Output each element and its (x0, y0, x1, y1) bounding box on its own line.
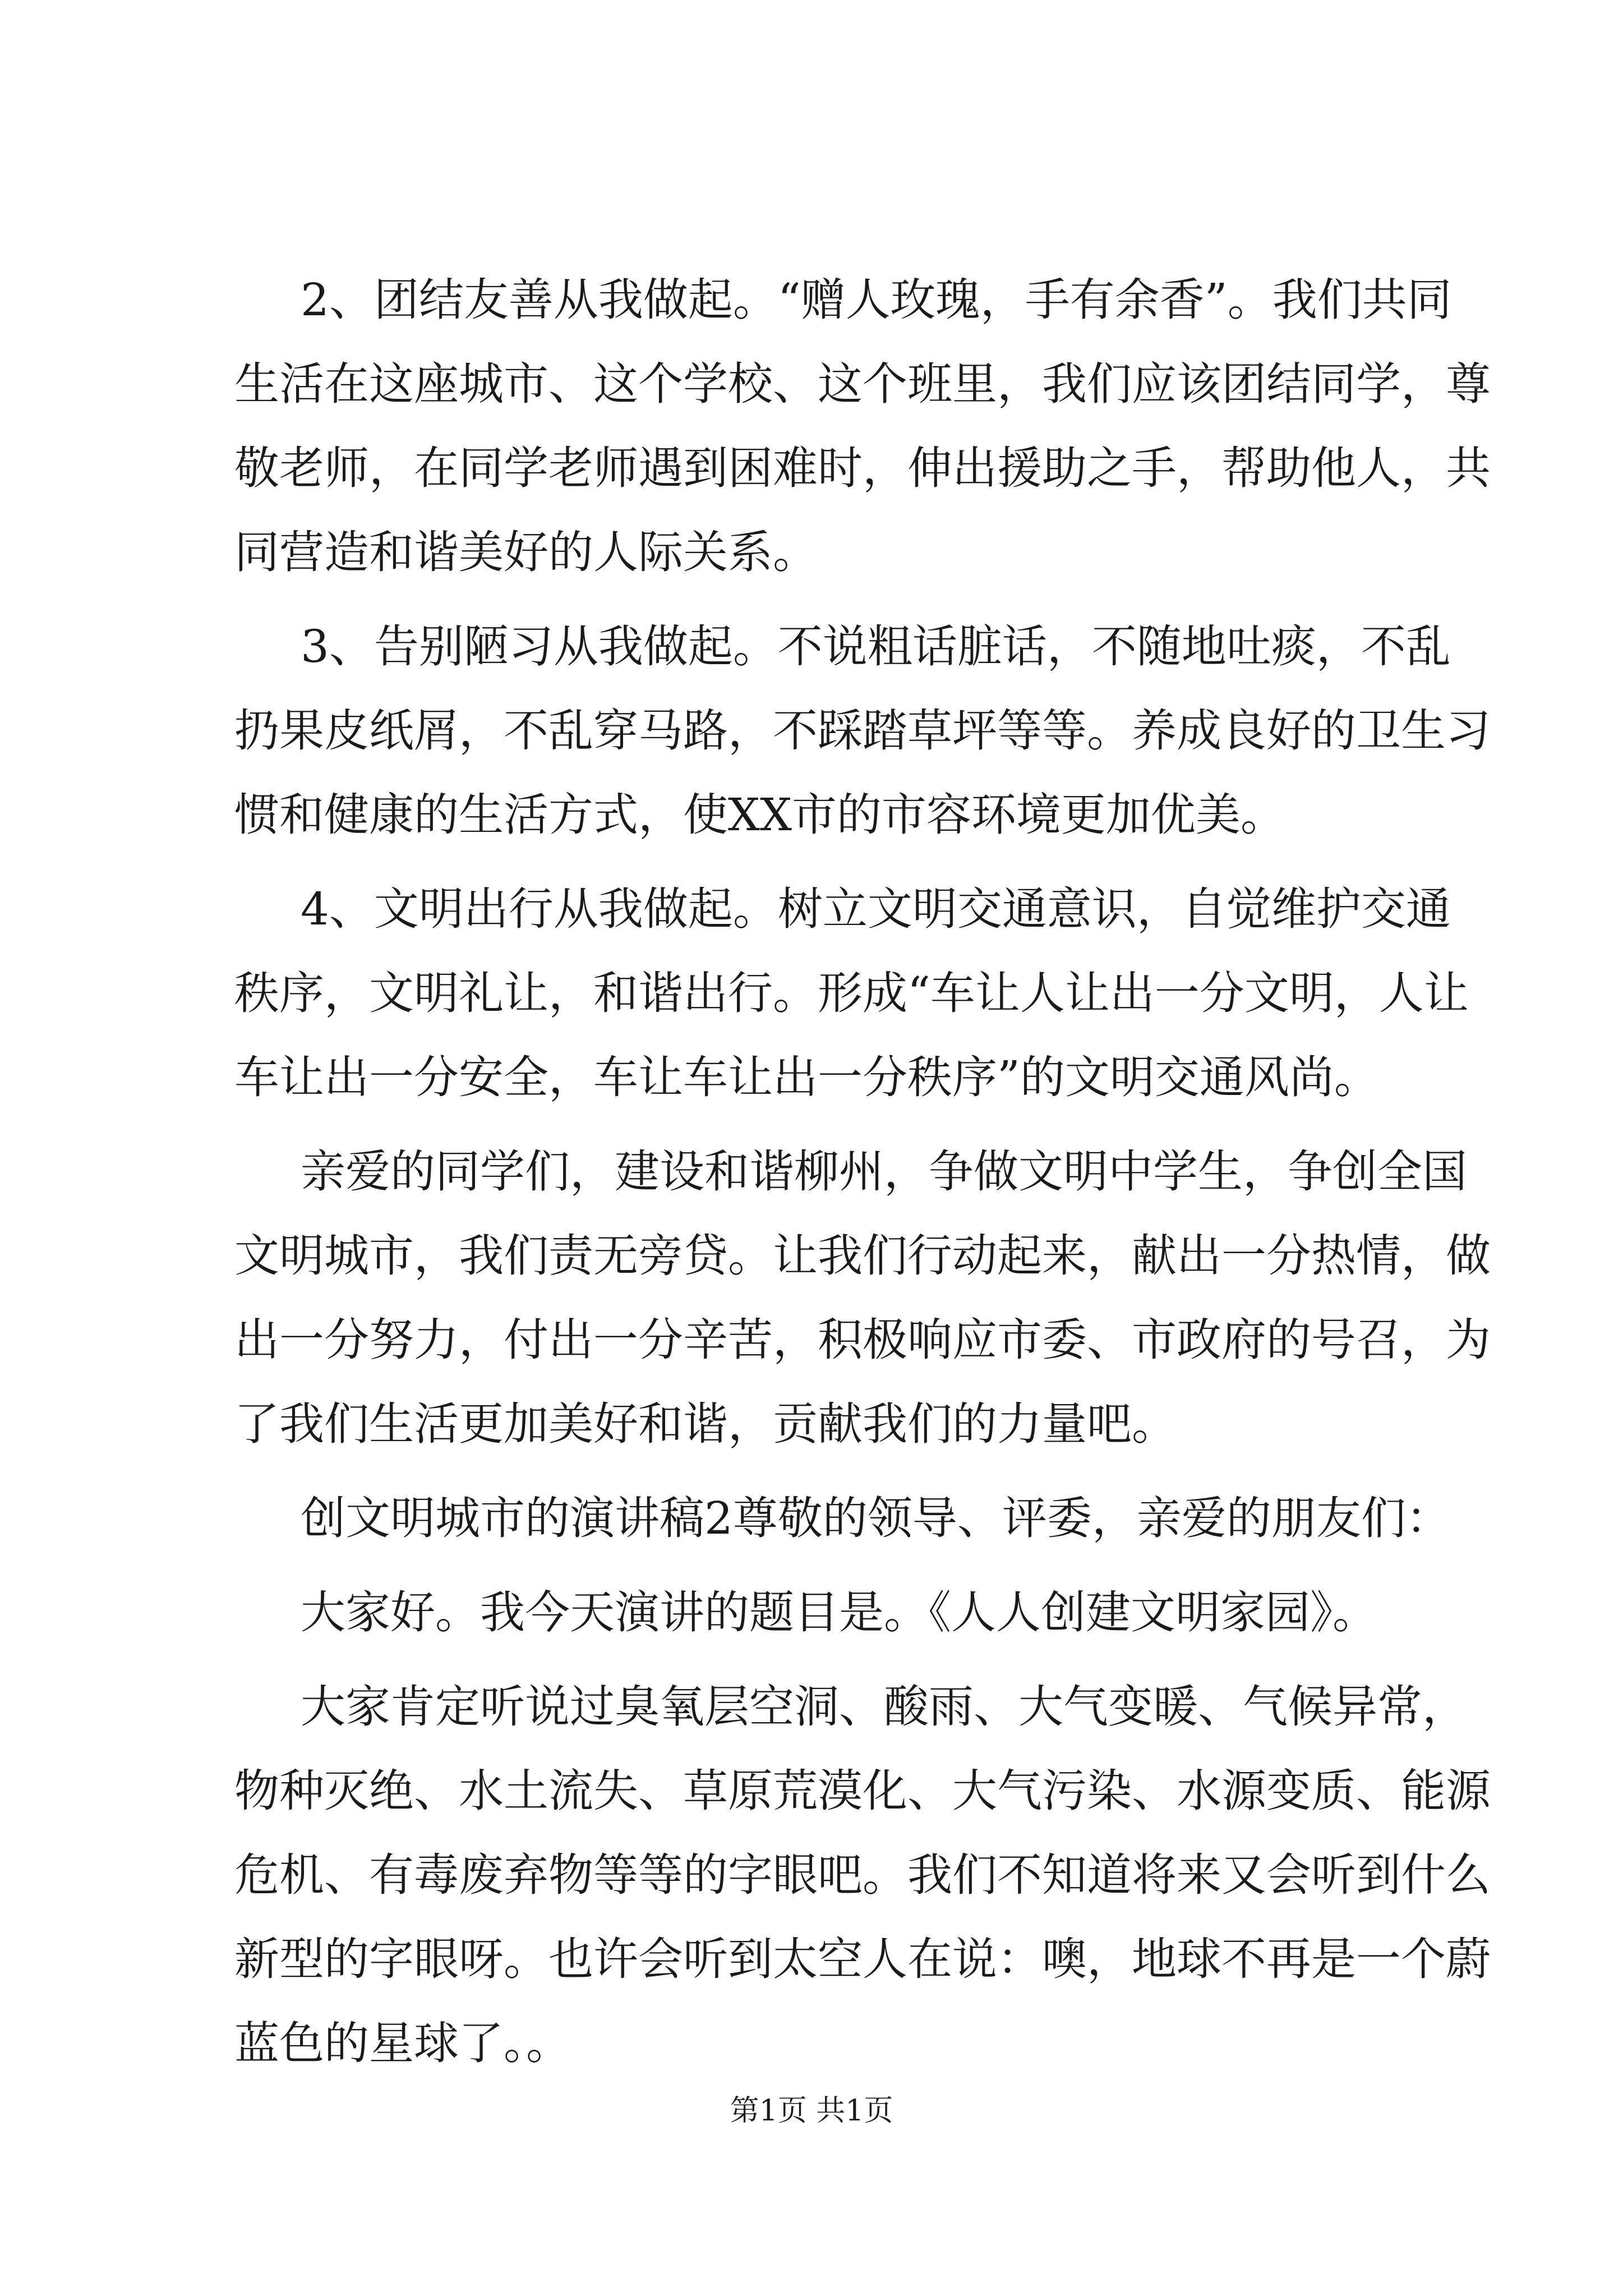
paragraph-bad-habits (234, 605, 1491, 857)
page-footer: 第1页 共1页 (730, 2094, 893, 2128)
paragraph-unity (234, 258, 1491, 595)
document-body (234, 258, 1491, 2096)
paragraph-line: 车让出一分安全，车让车让出一分秩序”的文明交通风尚。 (234, 1051, 1379, 1103)
paragraph-line: 创文明城市的演讲稿2尊敬的领导、评委，亲爱的朋友们： (301, 1492, 1451, 1544)
paragraph-line: 出一分努力，付出一分辛苦，积极响应市委、市政府的号召，为 (234, 1314, 1491, 1366)
paragraph-civil-travel (234, 867, 1469, 1120)
paragraph-line: 同营造和谐美好的人际关系。 (234, 526, 818, 578)
paragraph-line: 惯和健康的生活方式，使XX市的市容环境更加优美。 (234, 789, 1285, 841)
paragraph-line: 了我们生活更加美好和谐，贡献我们的力量吧。 (234, 1398, 1177, 1450)
paragraph-line: 3、告别陋习从我做起。不说粗话脏话，不随地吐痰，不乱 (301, 620, 1451, 673)
paragraph-line: 文明城市，我们责无旁贷。让我们行动起来，献出一分热情，做 (234, 1230, 1491, 1282)
paragraph-line: 亲爱的同学们，建设和谐柳州，争做文明中学生，争创全国 (301, 1145, 1467, 1198)
paragraph-line: 大家好。我今天演讲的题目是。《人人创建文明家园》。 (301, 1586, 1377, 1639)
paragraph-speech-2-heading (234, 1476, 1451, 1561)
paragraph-line: 蓝色的星球了。。 (234, 2017, 571, 2069)
paragraph-line: 扔果皮纸屑，不乱穿马路，不踩踏草坪等等。养成良好的卫生习 (234, 705, 1491, 757)
paragraph-line: 物种灭绝、水土流失、草原荒漠化、大气污染、水源变质、能源 (234, 1765, 1491, 1817)
paragraph-greeting (234, 1571, 1412, 1655)
paragraph-line: 秩序，文明礼让，和谐出行。形成“车让人让出一分文明，人让 (234, 967, 1469, 1019)
paragraph-line: 新型的字眼呀。也许会听到太空人在说：噢，地球不再是一个蔚 (234, 1933, 1491, 1985)
paragraph-line: 危机、有毒废弃物等等的字眼吧。我们不知道将来又会听到什么 (234, 1849, 1491, 1901)
paragraph-line: 大家肯定听说过臭氧层空洞、酸雨、大气变暖、气候异常， (301, 1681, 1467, 1733)
paragraph-call-to-action (234, 1130, 1491, 1466)
paragraph-line: 4、文明出行从我做起。树立文明交通意识，自觉维护交通 (301, 883, 1451, 935)
paragraph-environment (234, 1665, 1491, 2086)
paragraph-line: 敬老师，在同学老师遇到困难时，伸出援助之手，帮助他人，共 (234, 442, 1491, 494)
paragraph-line: 2、团结友善从我做起。“赠人玫瑰，手有余香”。我们共同 (301, 274, 1452, 326)
paragraph-line: 生活在这座城市、这个学校、这个班里，我们应该团结同学，尊 (234, 358, 1491, 410)
